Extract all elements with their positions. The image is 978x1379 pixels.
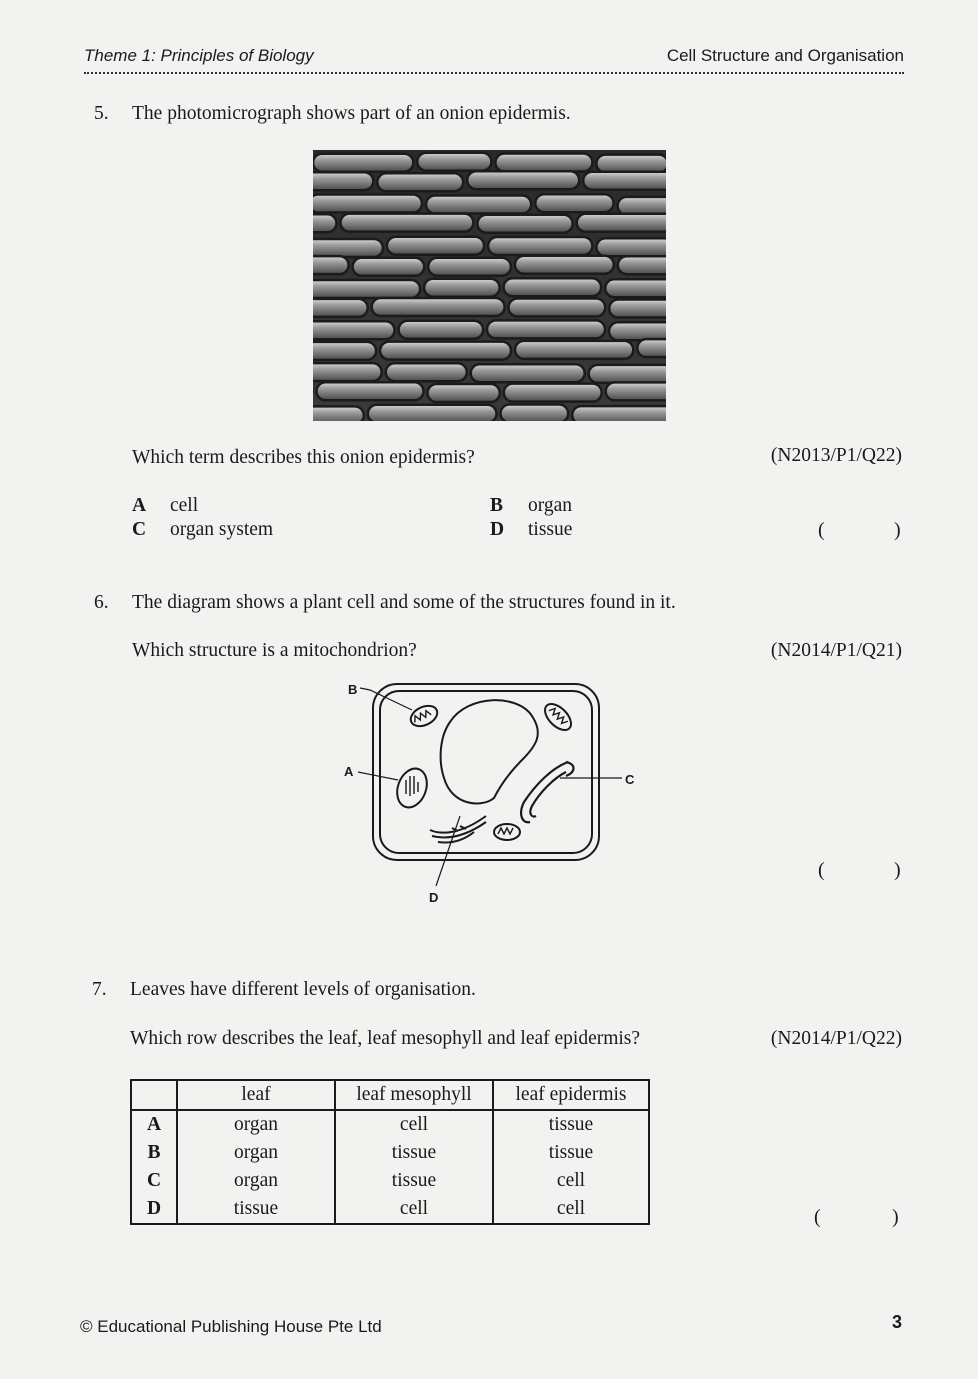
epidermal-cell — [313, 214, 337, 232]
option-letter: B — [490, 495, 504, 516]
label-d: D — [429, 890, 439, 905]
epidermal-cell — [609, 300, 666, 318]
epidermal-cell — [399, 321, 484, 339]
epidermal-cell — [313, 195, 422, 213]
epidermal-cell — [577, 214, 666, 232]
table-row[interactable] — [131, 1139, 649, 1167]
column-header-leaf-epidermis: leaf epidermis — [493, 1080, 649, 1110]
epidermal-cell — [368, 405, 497, 421]
epidermal-cell — [596, 155, 666, 173]
epidermal-cell — [353, 258, 425, 276]
epidermal-cell — [572, 406, 666, 421]
q6-reference: (N2014/P1/Q21) — [770, 640, 902, 661]
option-text: tissue — [528, 519, 573, 540]
table-row[interactable] — [131, 1110, 649, 1139]
label-b: B — [348, 682, 358, 697]
epidermal-cell — [515, 341, 633, 359]
epidermal-cell — [487, 320, 605, 338]
epidermal-cell — [313, 172, 373, 190]
structure-c — [521, 762, 568, 822]
epidermal-cell — [605, 279, 666, 297]
q5-answer-box[interactable] — [830, 517, 890, 543]
running-header-theme: Theme 1: Principles of Biology — [84, 46, 314, 65]
q5-option-d[interactable] — [490, 519, 572, 541]
epidermal-cell — [471, 364, 585, 382]
q5-stem: The photomicrograph shows part of an onion epidermis. — [132, 103, 571, 124]
epidermal-cell — [515, 256, 614, 274]
q5-number: 5. — [94, 103, 109, 124]
epidermal-cell — [387, 237, 484, 255]
q7-answer-box[interactable] — [826, 1204, 888, 1230]
q6-answer-open: ( — [818, 859, 825, 881]
option-letter: C — [132, 519, 147, 540]
epidermal-cell — [583, 172, 666, 190]
epidermal-cell — [426, 196, 531, 214]
epidermal-cell — [424, 279, 500, 297]
option-text: cell — [170, 495, 199, 516]
column-header-leaf-mesophyll: leaf mesophyll — [335, 1080, 493, 1110]
table-cell: organ — [177, 1110, 335, 1139]
q7-number: 7. — [92, 979, 107, 1000]
epidermal-cell — [386, 363, 467, 381]
epidermal-cell — [341, 214, 474, 232]
table-cell: tissue — [335, 1139, 493, 1167]
epidermal-cell — [313, 406, 364, 421]
q5-option-a[interactable] — [132, 495, 198, 517]
q7-question: Which row describes the leaf, leaf mesophyll and leaf epidermis? — [130, 1028, 641, 1049]
row-letter: A — [131, 1110, 177, 1139]
table-row[interactable] — [131, 1195, 649, 1224]
mitochondrion-bottom — [494, 824, 520, 840]
q7-stem: Leaves have different levels of organisation. — [130, 979, 476, 1000]
table-cell: tissue — [493, 1139, 649, 1167]
option-letter: A — [132, 495, 147, 516]
q6-stem: The diagram shows a plant cell and some of the structures found in it. — [132, 592, 676, 613]
column-header-leaf: leaf — [177, 1080, 335, 1110]
epidermal-cell — [313, 280, 420, 298]
option-text: organ — [528, 495, 573, 516]
running-header-chapter: Cell Structure and Organisation — [666, 46, 904, 65]
epidermal-cell — [428, 258, 511, 276]
epidermal-cell — [589, 365, 666, 383]
epidermal-cell — [313, 239, 383, 257]
table-row[interactable] — [131, 1167, 649, 1195]
epidermal-cell — [317, 382, 424, 400]
publisher-credit: © Educational Publishing House Pte Ltd — [80, 1317, 382, 1336]
epidermal-cell — [467, 171, 579, 189]
epidermal-cell — [313, 363, 382, 381]
epidermal-cell — [618, 256, 666, 274]
q7-reference: (N2014/P1/Q22) — [770, 1028, 902, 1049]
table-cell: cell — [335, 1110, 493, 1139]
q5-option-b[interactable] — [490, 495, 572, 517]
q5-question: Which term describes this onion epidermis? — [132, 447, 475, 468]
q5-reference: (N2013/P1/Q22) — [770, 445, 902, 466]
epidermal-cell — [313, 321, 395, 339]
table-cell: tissue — [177, 1195, 335, 1224]
epidermal-cell — [313, 342, 376, 360]
q6-answer-close: ) — [894, 859, 901, 881]
structure-a-chloroplast — [392, 764, 432, 811]
label-a: A — [344, 764, 354, 779]
q6-number: 6. — [94, 592, 109, 613]
q5-answer-close: ) — [894, 519, 901, 541]
epidermal-cell — [606, 382, 666, 400]
q5-answer-open: ( — [818, 519, 825, 541]
row-letter: C — [131, 1167, 177, 1195]
q7-answer-close: ) — [892, 1206, 899, 1228]
epidermal-cell — [609, 322, 666, 340]
epidermal-cell — [313, 154, 413, 172]
epidermal-cell — [477, 215, 572, 233]
q6-question: Which structure is a mitochondrion? — [132, 640, 417, 661]
label-c: C — [625, 772, 635, 787]
epidermal-cell — [495, 154, 592, 172]
epidermal-cell — [488, 237, 592, 255]
q6-answer-box[interactable] — [830, 857, 890, 883]
epidermal-cell — [428, 384, 500, 402]
epidermal-cell — [380, 342, 511, 360]
header-divider — [84, 72, 904, 74]
epidermal-cell — [504, 278, 601, 296]
epidermal-cell — [377, 173, 463, 191]
table-cell: cell — [493, 1167, 649, 1195]
q7-answer-table — [130, 1079, 650, 1225]
plant-cell-diagram — [340, 676, 640, 906]
row-letter: B — [131, 1139, 177, 1167]
epidermal-cell — [535, 194, 613, 212]
epidermal-cell — [509, 299, 606, 317]
epidermal-cell — [501, 405, 569, 422]
table-header-row — [131, 1080, 649, 1110]
epidermal-cell — [313, 256, 349, 274]
table-cell: organ — [177, 1139, 335, 1167]
table-corner-cell — [131, 1080, 177, 1110]
option-text: organ system — [170, 519, 274, 540]
q5-option-c[interactable] — [132, 519, 273, 541]
epidermal-cell — [313, 299, 368, 317]
q7-answer-open: ( — [814, 1206, 821, 1228]
epidermal-cell — [504, 384, 602, 402]
epidermal-cell — [618, 197, 666, 215]
epidermal-cell — [417, 153, 491, 171]
option-letter: D — [490, 519, 505, 540]
epidermal-cell — [596, 238, 666, 256]
epidermal-cell — [372, 298, 505, 316]
vacuole — [441, 700, 538, 803]
epidermal-cell — [637, 339, 666, 357]
table-cell: organ — [177, 1167, 335, 1195]
table-cell: tissue — [493, 1110, 649, 1139]
table-cell: cell — [493, 1195, 649, 1224]
page-number: 3 — [891, 1312, 902, 1332]
onion-epidermis-photomicrograph — [313, 150, 666, 421]
table-cell: tissue — [335, 1167, 493, 1195]
row-letter: D — [131, 1195, 177, 1224]
table-cell: cell — [335, 1195, 493, 1224]
